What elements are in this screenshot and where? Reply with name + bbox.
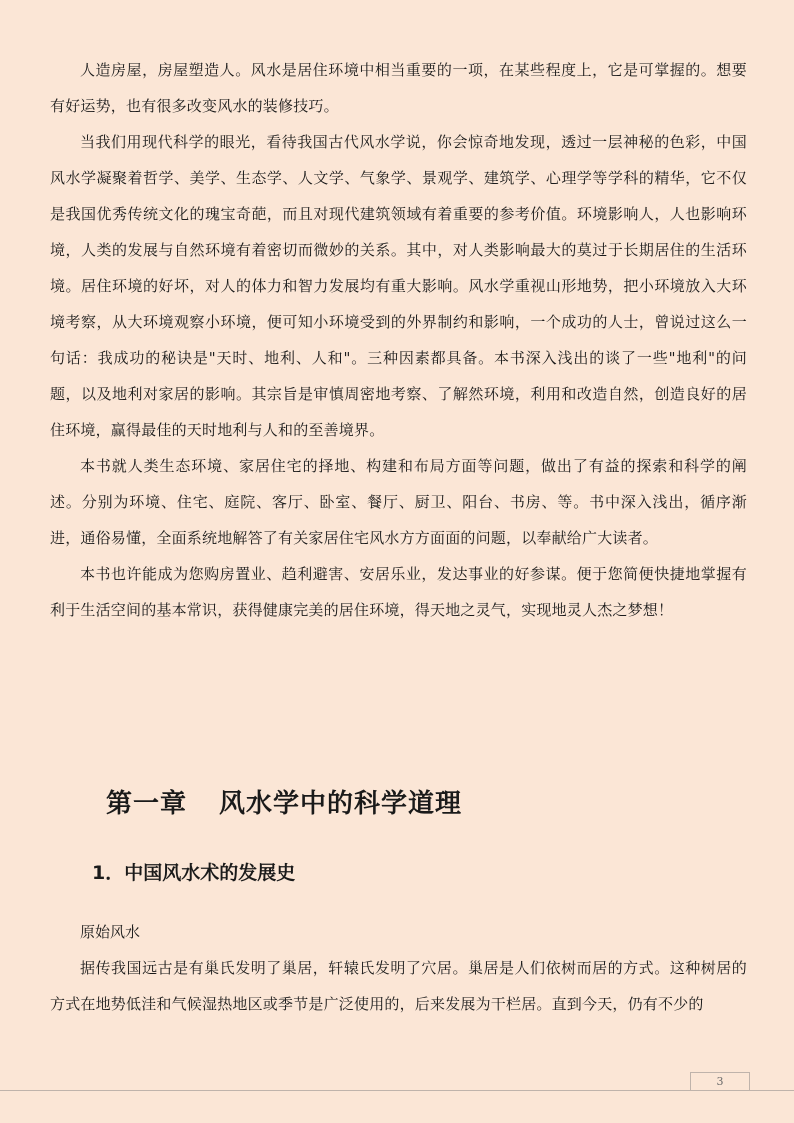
intro-text-block [50,52,747,628]
page-number: 3 [690,1072,750,1090]
intro-paragraph-3: 本书就人类生态环境、家居住宅的择地、构建和布局方面等问题，做出了有益的探索和科学的阐述。分别为环境、住宅、庭院、客厅、卧室、餐厅、厨卫、阳台、书房、等。书中深入浅出，循序渐进，通俗易懂，全面系统地解答了有关家居住宅风水方方面面的问题，以奉献给广大读者。 [50,457,747,547]
intro-paragraph-1: 人造房屋，房屋塑造人。风水是居住环境中相当重要的一项，在某些程度上，它是可掌握的。想要有好运势，也有很多改变风水的装修技巧。 [50,61,747,115]
chapter-number: 第一章 [106,789,188,819]
subheading: 原始风水 [80,923,141,941]
intro-paragraph-2: 当我们用现代科学的眼光，看待我国古代风水学说，你会惊奇地发现，透过一层神秘的色彩，中国风水学凝聚着哲学、美学、生态学、人文学、气象学、景观学、建筑学、心理学等学科的精华，它不仅是我国优秀传统文化的瑰宝奇葩，而且对现代建筑领域有着重要的参考价值。环境影响人，人也影响环境，人类的发展与自然环境有着密切而微妙的关系。其中，对人类影响最大的莫过于长期居住的生活环境。居住环境的好坏，对人的体力和智力发展均有重大影响。风水学重视山形地势，把小环境放入大环境考察，从大环境观察小环境，便可知小环境受到的外界制约和影响，一个成功的人士，曾说过这么一句话：我成功的秘诀是"天时、地利、人和"。三种因素都具备。本书深入浅出的谈了一些"地利"的问题，以及地利对家居的影响。其宗旨是审慎周密地考察、了解然环境，利用和改造自然，创造良好的居住环境，赢得最佳的天时地利与人和的至善境界。 [50,133,747,439]
intro-paragraph-4: 本书也许能成为您购房置业、趋利避害、安居乐业，发达事业的好参谋。便于您简便快捷地掌握有利于生活空间的基本常识，获得健康完美的居住环境，得天地之灵气，实现地灵人杰之梦想！ [50,565,747,619]
section-text-block [50,950,747,1022]
section-title: 1．中国风水术的发展史 [92,862,296,884]
section-paragraph-1: 据传我国远古是有巢氏发明了巢居，轩辕氏发明了穴居。巢居是人们依树而居的方式。这种树居的方式在地势低洼和气候湿热地区或季节是广泛使用的，后来发展为干栏居。直到今天，仍有不少的 [50,959,747,1013]
footer-rule [0,1090,794,1091]
chapter-name: 风水学中的科学道理 [219,789,463,819]
chapter-title [106,783,462,820]
